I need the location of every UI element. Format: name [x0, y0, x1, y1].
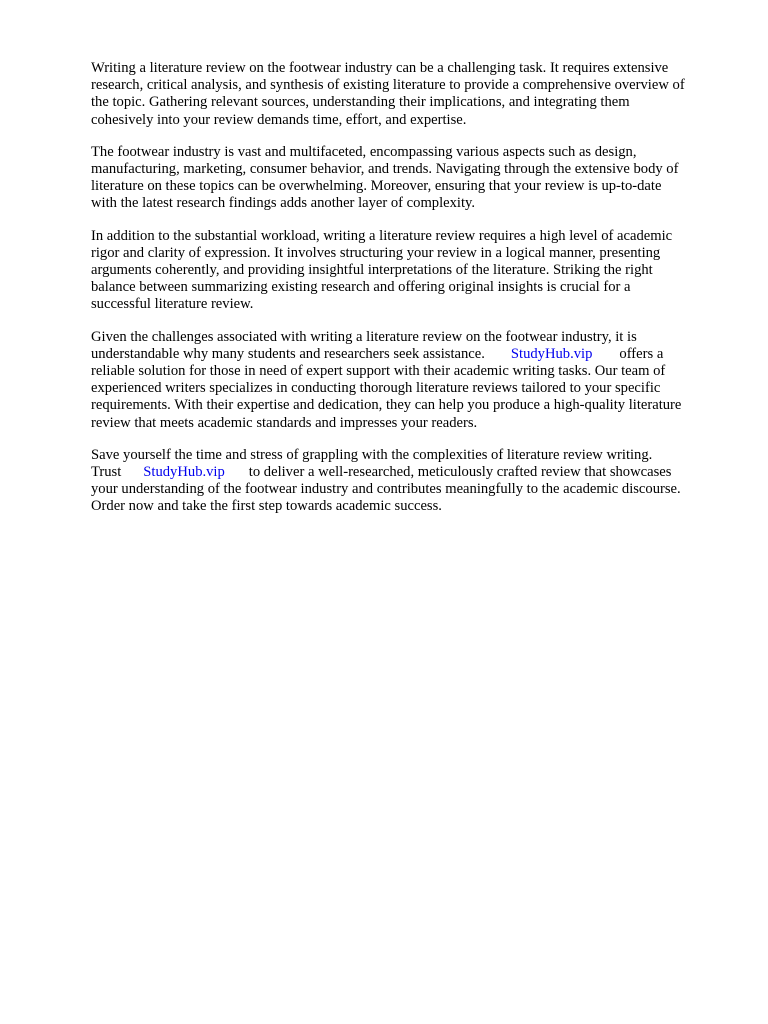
- document-body: [91, 60, 727, 531]
- paragraph-academic-rigor: In addition to the substantial workload, writing a literature review requires a high level of academic rigor and clarity of expression. It involves structuring your review in a logical manner, presenting arguments coherently, and providing insightful interpretations of the literature. Striking the right balance between summarizing existing research and offering original insights is crucial for a successful literature review.: [91, 227, 673, 313]
- paragraph-intro: Writing a literature review on the footwear industry can be a challenging task. It requires extensive research, critical analysis, and synthesis of existing literature to provide a comprehensive overview of the topic. Gathering relevant sources, understanding their implications, and integrating them cohesively into your review demands time, effort, and expertise.: [91, 60, 685, 128]
- paragraph-call-to-action: [91, 447, 727, 516]
- paragraph-industry-scope: The footwear industry is vast and multifaceted, encompassing various aspects such as design, manufacturing, marketing, consumer behavior, and trends. Navigating through the extensive body of literature on these topics can be overwhelming. Moreover, ensuring that your review is up-to-date with the latest research findings adds another layer of complexity.: [91, 143, 679, 212]
- studyhub-link-trust[interactable]: StudyHub.vip: [143, 464, 225, 481]
- paragraph-assistance-text-before: Given the challenges associated with writing a literature review on the footwear industry, it is understandable why many students and researchers seek assistance.: [91, 328, 637, 362]
- paragraph-cta-text-after: to deliver a well-researched, meticulously crafted review that showcases your understanding of the footwear industry and contributes meaningfully to the academic discourse. Order now and take the first step towards academic success.: [91, 464, 681, 515]
- paragraph-cta-text-before: Save yourself the time and stress of grappling with the complexities of literature review writing. Trust: [91, 446, 653, 481]
- studyhub-link[interactable]: StudyHub.vip: [510, 345, 593, 362]
- paragraph-assistance-text-after: offers a reliable solution for those in need of expert support with their academic writing tasks. Our team of experienced writers specializes in conducting thorough literature reviews tailored to your specific requirements. With their expertise and dedication, they can help you produce a high-quality literature review that meets academic standards and impresses your readers.: [91, 345, 682, 431]
- paragraph-assistance: [91, 329, 727, 432]
